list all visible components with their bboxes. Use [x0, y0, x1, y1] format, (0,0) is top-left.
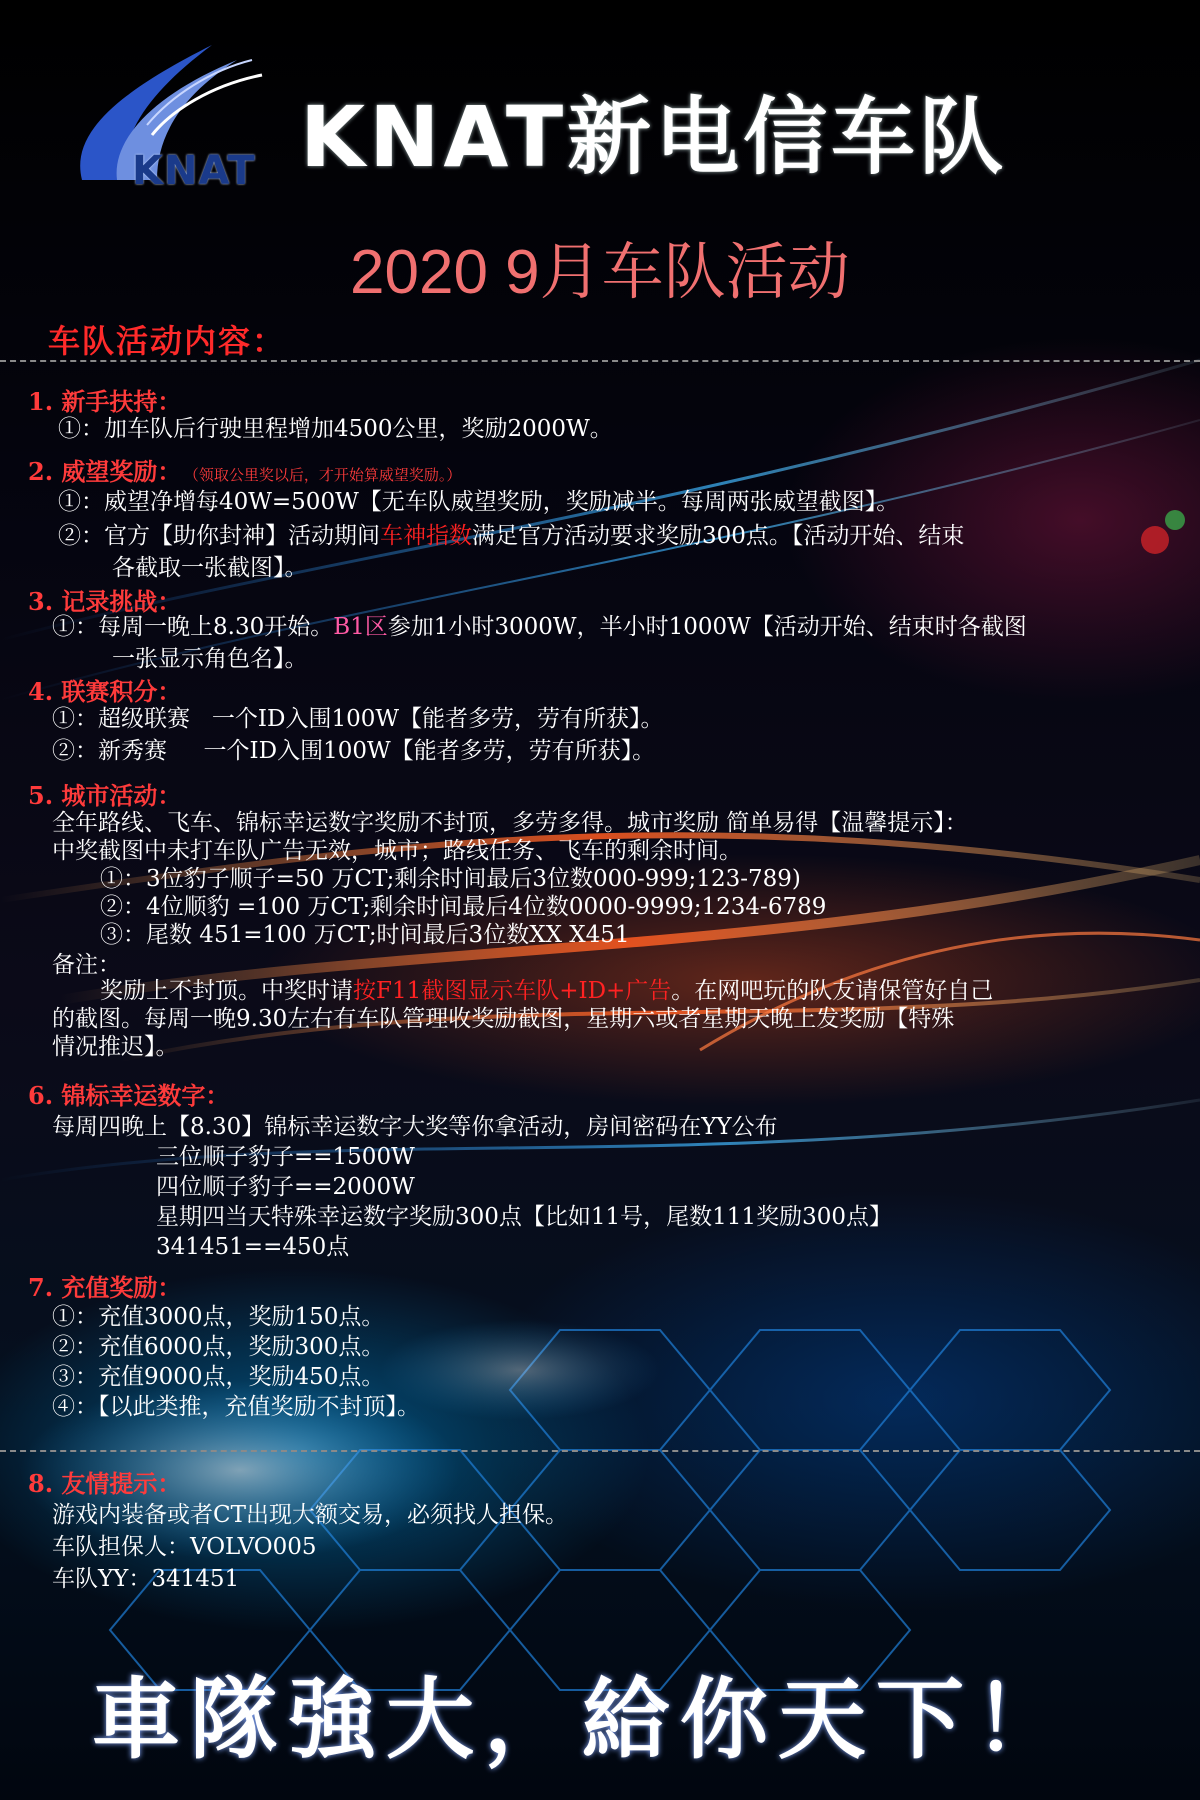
- knat-logo: [62, 40, 272, 194]
- section-6-line: 星期四当天特殊幸运数字奖励300点【比如11号，尾数111奖励300点】: [156, 1204, 892, 1230]
- section-4-heading: 4. 联赛积分：: [28, 677, 182, 706]
- section-3-heading: 3. 记录挑战：: [28, 587, 182, 616]
- section-5-line: ③：尾数 451=100 万CT;时间最后3位数XX X451: [100, 922, 630, 948]
- section-6-line: 每周四晚上【8.30】锦标幸运数字大奖等你拿活动，房间密码在YY公布: [52, 1114, 778, 1140]
- top-divider: [0, 360, 1200, 362]
- section-3-line-text: ①：每周一晚上8.30开始。: [52, 614, 334, 640]
- section-3-line: 一张显示角色名】。: [112, 646, 308, 672]
- highlight-text: B1区: [333, 614, 388, 640]
- section-1-line: ①：加车队后行驶里程增加4500公里，奖励2000W。: [58, 416, 613, 442]
- section-7-line: ②：充值6000点，奖励300点。: [52, 1334, 385, 1360]
- section-2-line: ①：威望净增每40W=500W【无车队威望奖励，奖励减半。每周两张威望截图】。: [58, 489, 900, 515]
- highlight-text: 车神指数: [380, 523, 472, 549]
- team-title: KNAT新电信车队: [300, 88, 1008, 186]
- section-1-heading: 1. 新手扶持：: [28, 387, 182, 416]
- section-7-line: ④：【以此类推，充值奖励不封顶】。: [52, 1394, 420, 1420]
- section-2-heading-text: 2. 威望奖励：: [28, 457, 182, 486]
- section-5-line: 全年路线、飞车、锦标幸运数字奖励不封顶，多劳多得。城市奖励 简单易得【温馨提示】：: [52, 810, 968, 836]
- logo-text: KNAT: [132, 148, 256, 194]
- section-5-line: [100, 976, 993, 1006]
- section-7-line: ①：充值3000点，奖励150点。: [52, 1304, 385, 1330]
- section-4-line: ①：超级联赛 一个ID入围100W【能者多劳，劳有所获】。: [52, 706, 664, 732]
- section-4-line: ②：新秀赛 一个ID入围100W【能者多劳，劳有所获】。: [52, 738, 656, 764]
- content-title: 车队活动内容：: [48, 322, 287, 360]
- event-title: 2020 9月车队活动: [350, 238, 850, 307]
- section-2-heading: [28, 452, 461, 487]
- section-5-line: 中奖截图中未打车队广告无效，城市；路线任务、飞车的剩余时间。: [52, 838, 742, 864]
- section-5-line: 情况推迟】。: [52, 1034, 179, 1060]
- slogan: 車隊強大，給你天下！: [92, 1667, 1073, 1771]
- highlight-text: 按F11截图显示车队+ID+广告: [353, 978, 672, 1004]
- section-2-note: （领取公里奖以后，才开始算威望奖励。）: [191, 466, 462, 484]
- section-5-line: 备注：: [52, 952, 121, 978]
- section-2-line-text: 满足官方活动要求奖励300点。【活动开始、结束: [472, 523, 965, 549]
- section-8-line: 车队YY：341451: [52, 1566, 240, 1592]
- section-5-line: ①：3位豹子顺子=50 万CT;剩余时间最后3位数000-999;123-789): [100, 866, 801, 892]
- section-6-line: 341451==450点: [156, 1234, 350, 1260]
- section-7-line: ③：充值9000点，奖励450点。: [52, 1364, 385, 1390]
- section-8-heading: 8. 友情提示：: [28, 1469, 182, 1498]
- bottom-divider: [0, 1450, 1200, 1452]
- section-5-line-text: 。在网吧玩的队友请保管好自己: [671, 978, 994, 1004]
- section-3-line: [52, 612, 1027, 642]
- section-8-line: 车队担保人：VOLVO005: [52, 1534, 317, 1560]
- section-5-line: ②：4位顺豹 =100 万CT;剩余时间最后4位数0000-9999;1234-6789: [100, 894, 827, 920]
- section-2-line: [58, 521, 964, 551]
- section-3-line-text: 参加1小时3000W，半小时1000W【活动开始、结束时各截图: [387, 614, 1027, 640]
- section-8-line: 游戏内装备或者CT出现大额交易，必须找人担保。: [52, 1502, 568, 1528]
- section-5-heading: 5. 城市活动：: [28, 781, 182, 810]
- section-2-line: 各截取一张截图】。: [112, 555, 308, 581]
- section-5-line-text: 奖励上不封顶。中奖时请: [100, 978, 353, 1004]
- section-6-heading: 6. 锦标幸运数字：: [28, 1081, 230, 1110]
- section-7-heading: 7. 充值奖励：: [28, 1273, 182, 1302]
- section-5-line: 的截图。每周一晚9.30左右有车队管理收奖励截图，星期六或者星期天晚上发奖励【特殊: [52, 1006, 955, 1032]
- section-2-line-text: ②：官方【助你封神】活动期间: [58, 523, 380, 549]
- section-6-line: 四位顺子豹子==2000W: [156, 1174, 415, 1200]
- section-6-line: 三位顺子豹子==1500W: [156, 1144, 415, 1170]
